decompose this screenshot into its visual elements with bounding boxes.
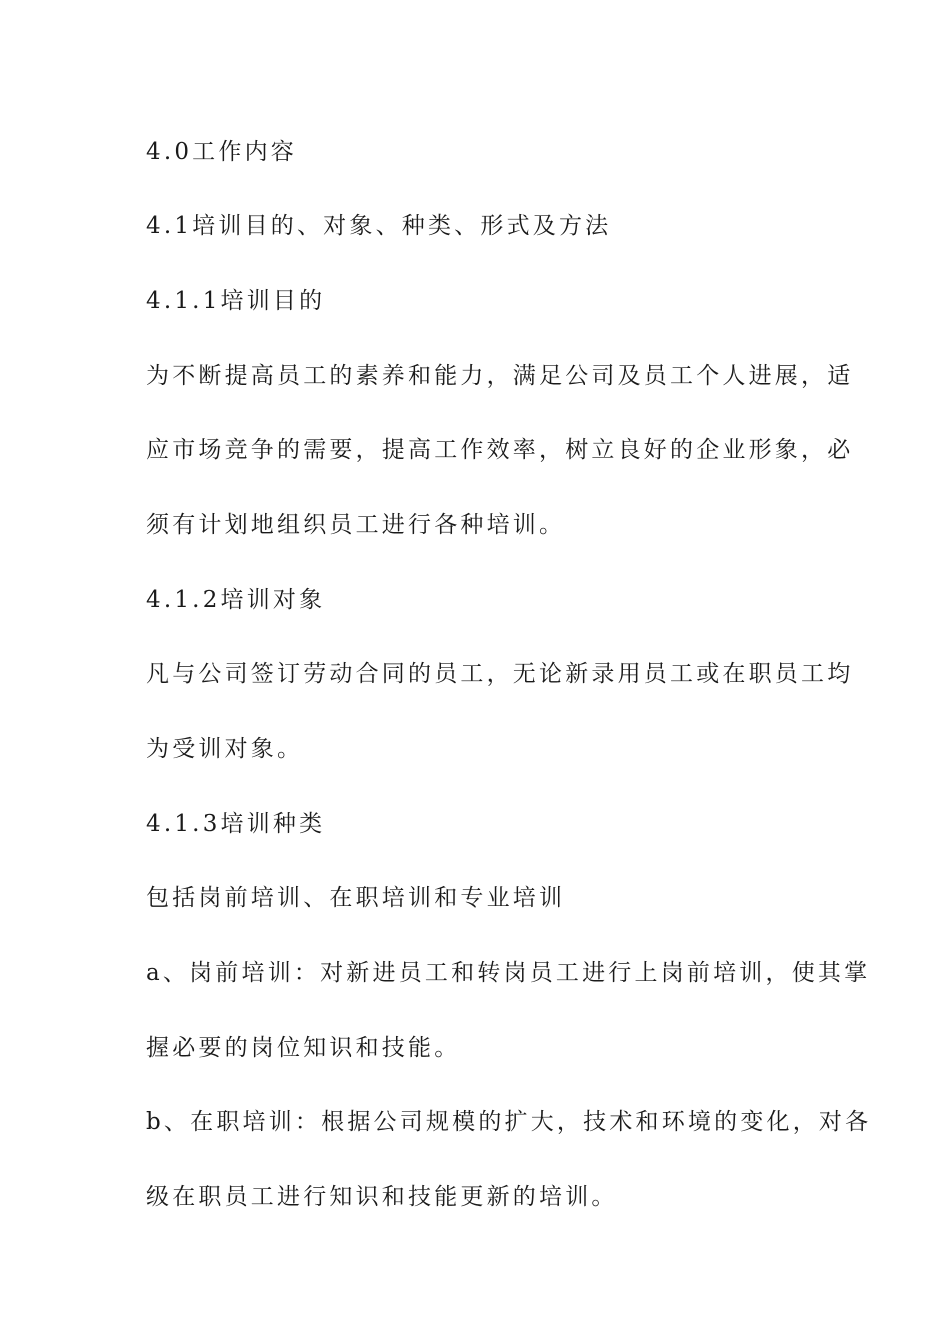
paragraph-line: 包括岗前培训、在职培训和专业培训 (146, 885, 566, 911)
section-heading-4-1-3: 4.1.3培训种类 (146, 811, 326, 837)
list-item-a: a、岗前培训：对新进员工和转岗员工进行上岗前培训，使其掌 (146, 960, 871, 986)
paragraph-line: 须有计划地组织员工进行各种培训。 (146, 512, 566, 538)
paragraph-line: 凡与公司签订劳动合同的员工，无论新录用员工或在职员工均 (146, 661, 854, 687)
section-heading-4-1-1: 4.1.1培训目的 (146, 288, 326, 314)
list-item-b-continuation: 级在职员工进行知识和技能更新的培训。 (146, 1184, 618, 1210)
list-item-a-continuation: 握必要的岗位知识和技能。 (146, 1035, 461, 1061)
paragraph-line: 为不断提高员工的素养和能力，满足公司及员工个人进展，适 (146, 363, 854, 389)
paragraph-line: 为受训对象。 (146, 736, 304, 762)
list-item-b: b、在职培训：根据公司规模的扩大，技术和环境的变化，对各 (146, 1109, 872, 1135)
section-heading-4-1: 4.1培训目的、对象、种类、形式及方法 (146, 213, 612, 239)
section-heading-4-0: 4.0工作内容 (146, 139, 297, 165)
paragraph-line: 应市场竞争的需要，提高工作效率，树立良好的企业形象，必 (146, 437, 854, 463)
section-heading-4-1-2: 4.1.2培训对象 (146, 587, 326, 613)
